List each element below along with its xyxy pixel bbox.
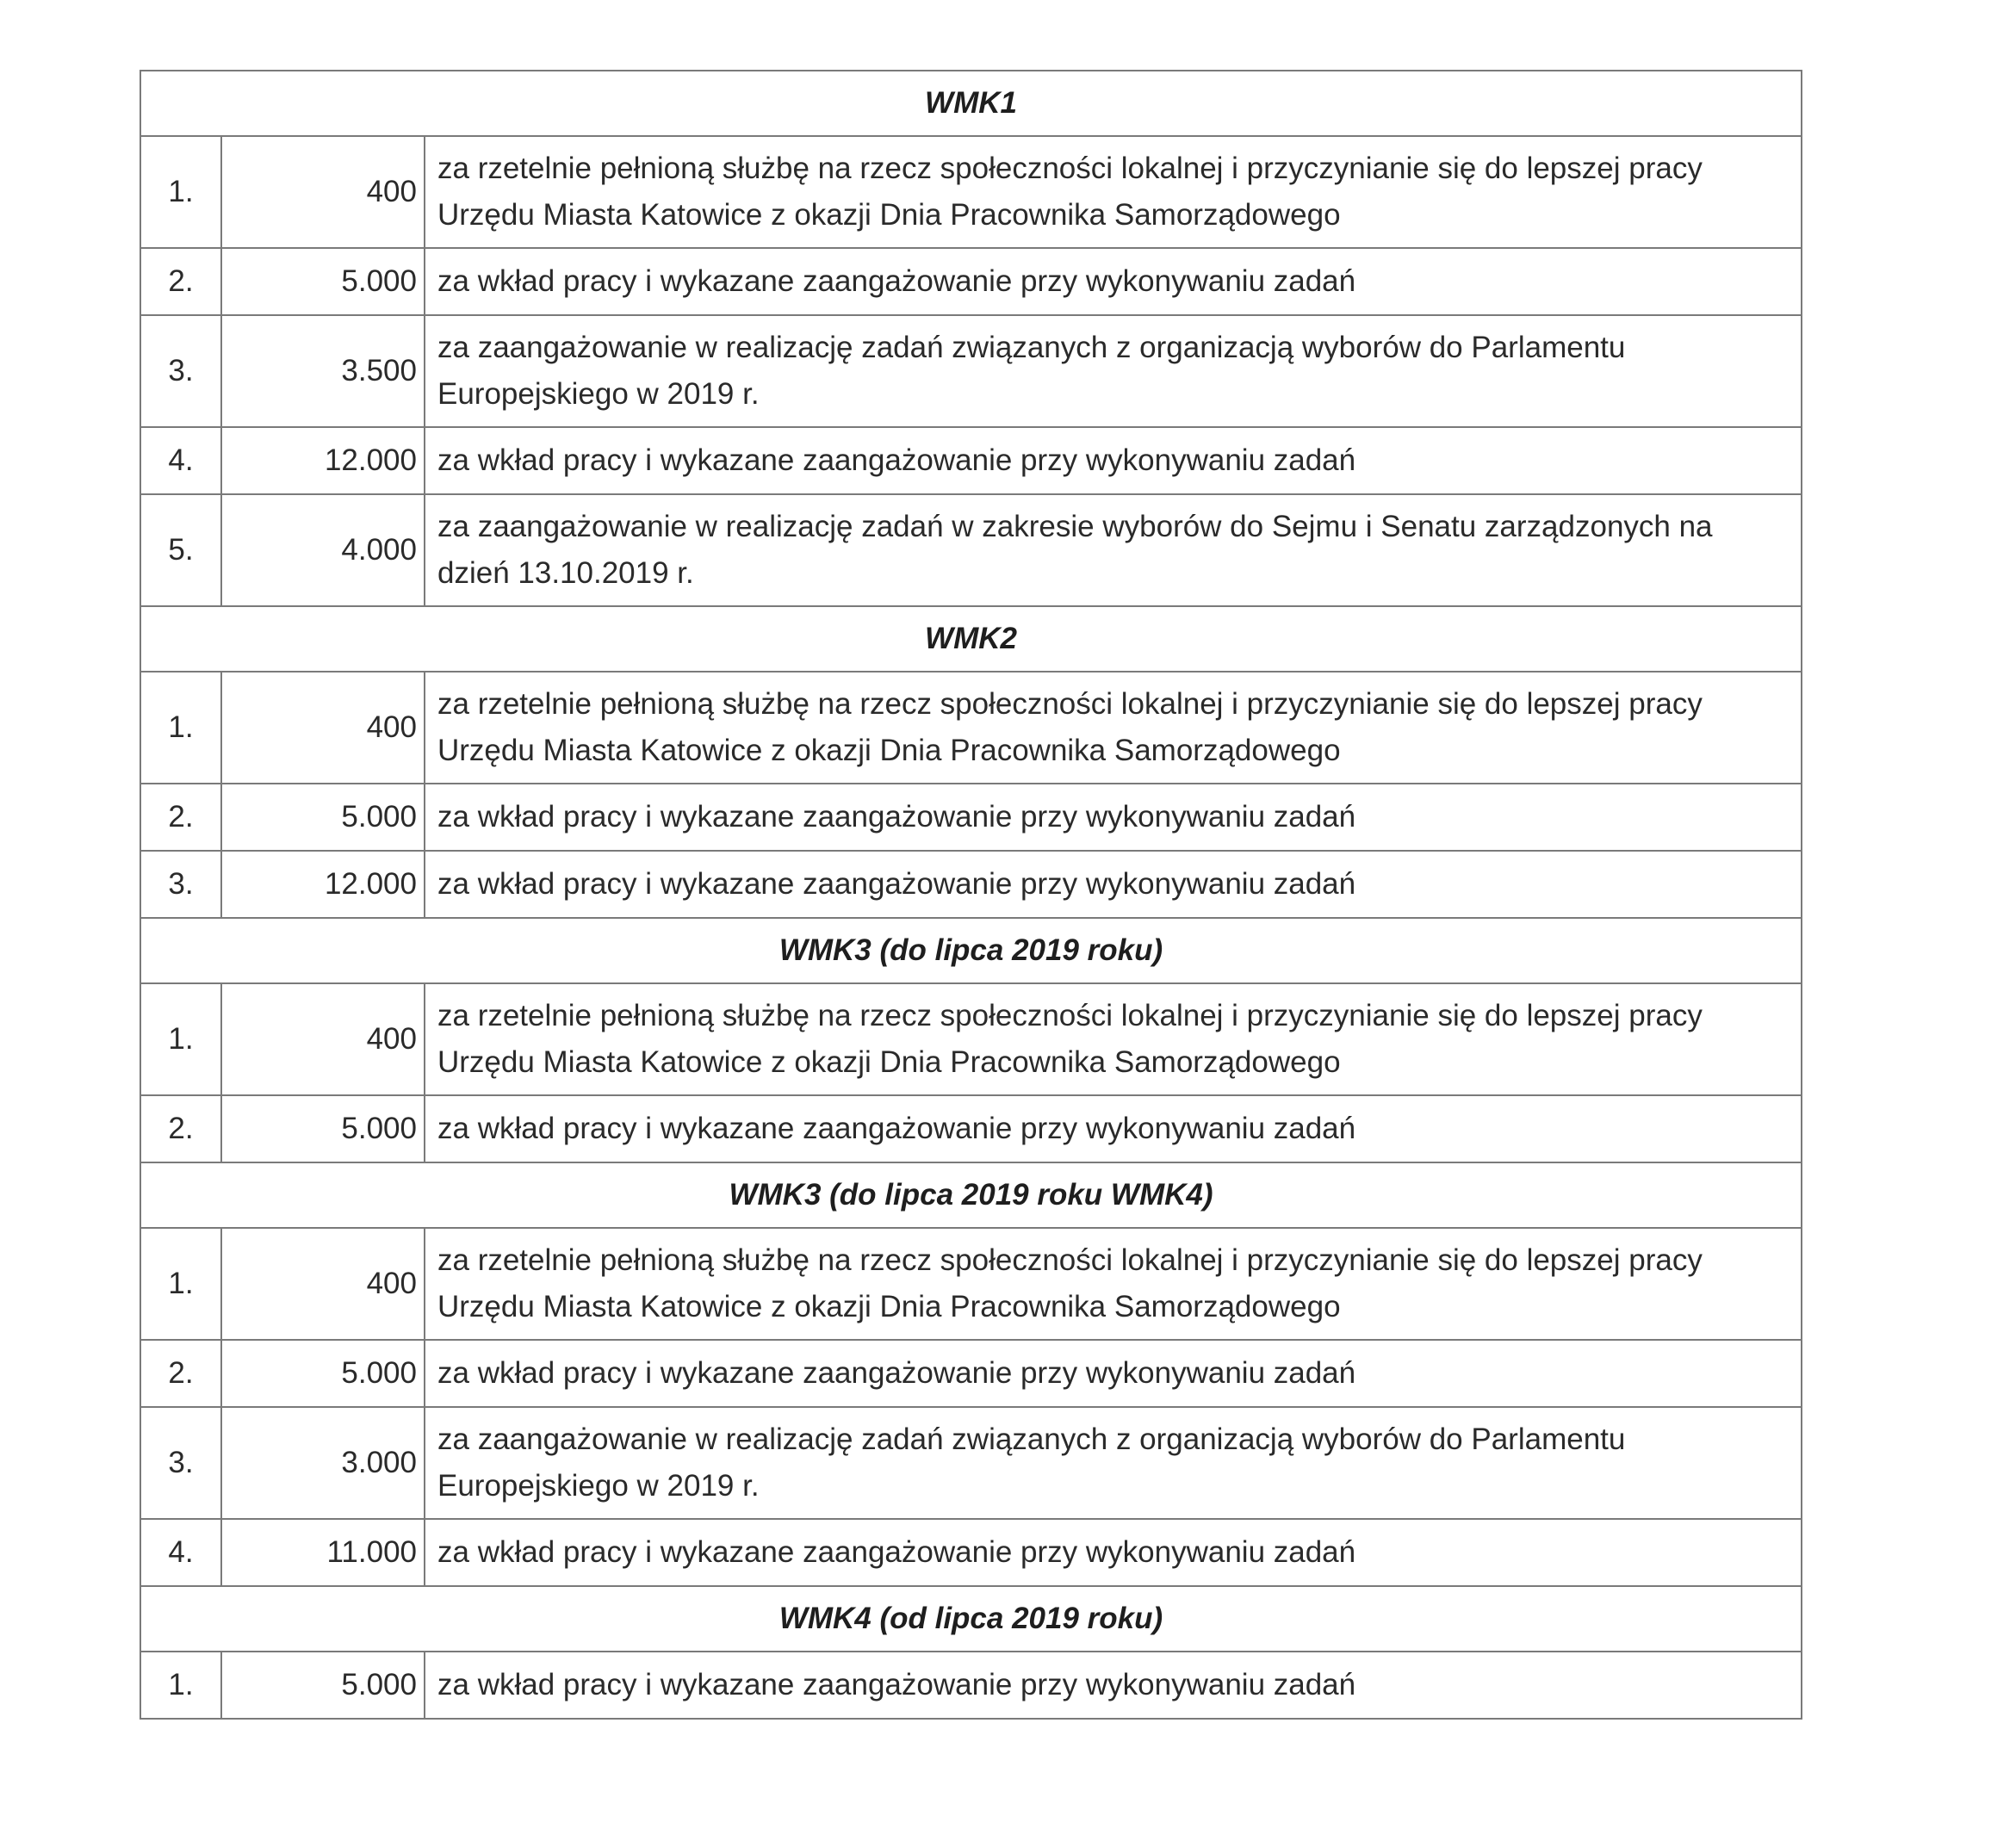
table-row: [140, 427, 1802, 494]
row-description: za wkład pracy i wykazane zaangażowanie przy wykonywaniu zadań: [425, 1095, 1802, 1162]
row-number: 3.: [140, 315, 221, 427]
awards-table: [140, 70, 1802, 1720]
row-amount: 11.000: [221, 1519, 425, 1586]
row-number: 2.: [140, 784, 221, 851]
row-description: za wkład pracy i wykazane zaangażowanie przy wykonywaniu zadań: [425, 784, 1802, 851]
row-number: 3.: [140, 851, 221, 918]
row-amount: 5.000: [221, 784, 425, 851]
group-title: WMK3 (do lipca 2019 roku): [140, 918, 1802, 983]
row-description: za wkład pracy i wykazane zaangażowanie przy wykonywaniu zadań: [425, 1652, 1802, 1719]
table-row: [140, 784, 1802, 851]
table-row: [140, 248, 1802, 315]
row-amount: 4.000: [221, 494, 425, 606]
row-description: za zaangażowanie w realizację zadań związanych z organizacją wyborów do Parlamentu Europejskiego w 2019 r.: [425, 1407, 1802, 1519]
row-description: za wkład pracy i wykazane zaangażowanie przy wykonywaniu zadań: [425, 427, 1802, 494]
table-row: [140, 672, 1802, 784]
table-row: [140, 1519, 1802, 1586]
table-row: [140, 851, 1802, 918]
row-description: za rzetelnie pełnioną służbę na rzecz społeczności lokalnej i przyczynianie się do lepszej pracy Urzędu Miasta Katowice z okazji Dnia Pracownika Samorządowego: [425, 672, 1802, 784]
table-row: [140, 1407, 1802, 1519]
group-header-row: [140, 1586, 1802, 1652]
group-header-row: [140, 606, 1802, 672]
row-number: 2.: [140, 1340, 221, 1407]
row-description: za rzetelnie pełnioną służbę na rzecz społeczności lokalnej i przyczynianie się do lepszej pracy Urzędu Miasta Katowice z okazji Dnia Pracownika Samorządowego: [425, 983, 1802, 1095]
row-amount: 400: [221, 672, 425, 784]
row-amount: 3.000: [221, 1407, 425, 1519]
table-row: [140, 1095, 1802, 1162]
group-header-row: [140, 71, 1802, 136]
row-amount: 5.000: [221, 1652, 425, 1719]
row-description: za wkład pracy i wykazane zaangażowanie przy wykonywaniu zadań: [425, 1519, 1802, 1586]
row-description: za rzetelnie pełnioną służbę na rzecz społeczności lokalnej i przyczynianie się do lepszej pracy Urzędu Miasta Katowice z okazji Dnia Pracownika Samorządowego: [425, 136, 1802, 248]
table-row: [140, 1340, 1802, 1407]
row-description: za wkład pracy i wykazane zaangażowanie przy wykonywaniu zadań: [425, 851, 1802, 918]
row-number: 4.: [140, 1519, 221, 1586]
table-row: [140, 136, 1802, 248]
row-description: za wkład pracy i wykazane zaangażowanie przy wykonywaniu zadań: [425, 1340, 1802, 1407]
row-number: 1.: [140, 1652, 221, 1719]
group-title: WMK3 (do lipca 2019 roku WMK4): [140, 1162, 1802, 1228]
row-number: 2.: [140, 1095, 221, 1162]
row-amount: 5.000: [221, 1095, 425, 1162]
row-description: za zaangażowanie w realizację zadań w zakresie wyborów do Sejmu i Senatu zarządzonych na dzień 13.10.2019 r.: [425, 494, 1802, 606]
row-amount: 400: [221, 983, 425, 1095]
row-number: 5.: [140, 494, 221, 606]
row-number: 2.: [140, 248, 221, 315]
group-title: WMK2: [140, 606, 1802, 672]
row-description: za rzetelnie pełnioną służbę na rzecz społeczności lokalnej i przyczynianie się do lepszej pracy Urzędu Miasta Katowice z okazji Dnia Pracownika Samorządowego: [425, 1228, 1802, 1340]
row-amount: 400: [221, 1228, 425, 1340]
group-title: WMK1: [140, 71, 1802, 136]
group-title: WMK4 (od lipca 2019 roku): [140, 1586, 1802, 1652]
row-number: 1.: [140, 136, 221, 248]
table-row: [140, 1228, 1802, 1340]
row-number: 1.: [140, 672, 221, 784]
row-amount: 5.000: [221, 248, 425, 315]
row-description: za wkład pracy i wykazane zaangażowanie przy wykonywaniu zadań: [425, 248, 1802, 315]
row-amount: 5.000: [221, 1340, 425, 1407]
row-number: 1.: [140, 983, 221, 1095]
row-amount: 12.000: [221, 851, 425, 918]
row-number: 3.: [140, 1407, 221, 1519]
row-amount: 12.000: [221, 427, 425, 494]
row-amount: 3.500: [221, 315, 425, 427]
row-number: 4.: [140, 427, 221, 494]
group-header-row: [140, 918, 1802, 983]
table-row: [140, 315, 1802, 427]
table-row: [140, 983, 1802, 1095]
table-row: [140, 1652, 1802, 1719]
row-description: za zaangażowanie w realizację zadań związanych z organizacją wyborów do Parlamentu Europejskiego w 2019 r.: [425, 315, 1802, 427]
row-number: 1.: [140, 1228, 221, 1340]
row-amount: 400: [221, 136, 425, 248]
group-header-row: [140, 1162, 1802, 1228]
table-row: [140, 494, 1802, 606]
